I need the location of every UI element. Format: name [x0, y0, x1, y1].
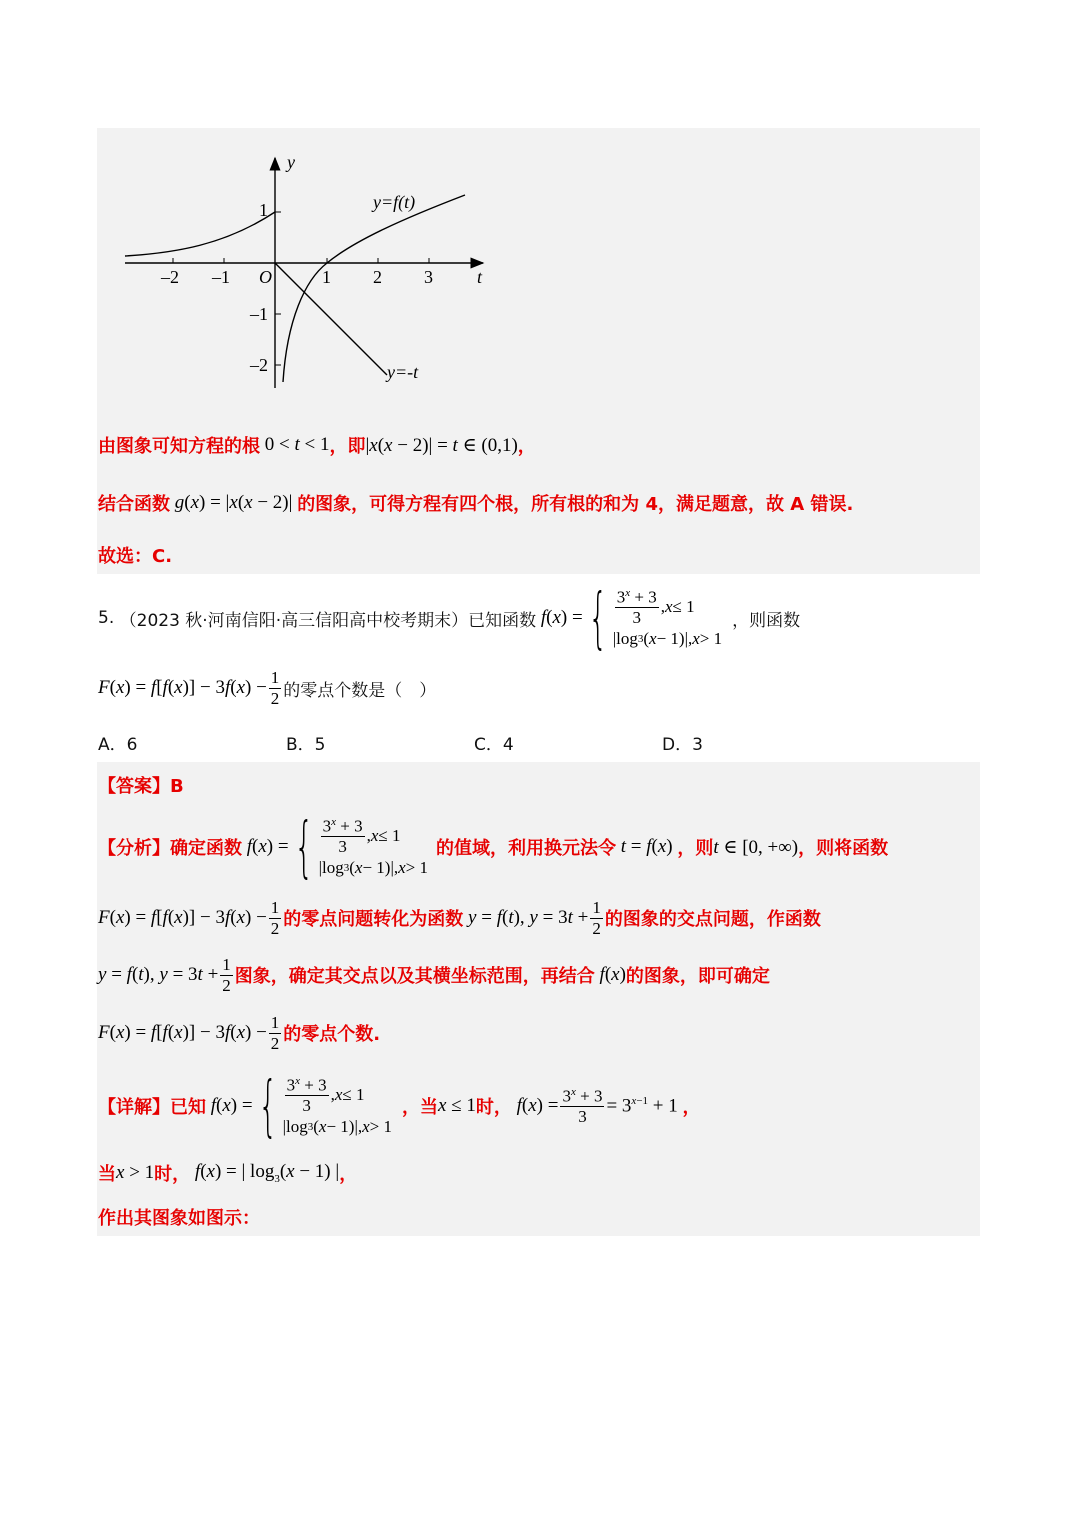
- option-d[interactable]: D．3: [662, 735, 703, 755]
- y-axis-label: y: [287, 152, 295, 172]
- y-tick-label: –2: [250, 355, 268, 375]
- analysis-line-1: 【分析】确定函数 f(x) = { $\frac{3^x + 3}{3}$ , x ≤ 1 |log 3 ( x − 1)|, x > 1 的值域，利用换元法令 t = f(x) ，则 t ∈ [0, +∞) ，则将函数: [98, 808, 889, 886]
- detail-line-1: 【详解】已知 f(x) = { $\frac{3^x + 3}{3}$ , x ≤ 1 |log 3 ( x − 1)|, x > 1 ，当 x ≤ 1 时， f(x) = $\frac{3^x + 3}{3}$ = $3^{x-1} + 1$ ，: [98, 1067, 701, 1145]
- x-tick-label: –1: [212, 267, 230, 287]
- line-neg-t: [275, 263, 387, 375]
- y-tick-label: 1: [259, 200, 268, 220]
- question-5-line-2: F(x) = f[f(x)] − 3f(x) − $\frac{1}{2}$ 的零点个数是（ ）: [98, 668, 437, 708]
- analysis-line-2: F(x) = f[f(x)] − 3f(x) − $\frac{1}{2}$ 的零点问题转化为函数 y = f(t), y = 3t + $\frac{1}{2}$ 的图象的交点问题，作函数: [98, 898, 821, 938]
- curve-right: [283, 195, 465, 382]
- x-tick-label: –2: [161, 267, 179, 287]
- solution-line-2: 结合函数 g(x) = |x(x − 2)| 的图象，可得方程有四个根，所有根的和为 4，满足题意，故 A 错误.: [98, 492, 854, 515]
- t-axis-label: t: [477, 267, 483, 287]
- answer-label: 【答案】B: [98, 776, 184, 797]
- x-tick-label: 2: [373, 267, 382, 287]
- x-tick-label: 1: [322, 267, 331, 287]
- y-tick-label: –1: [250, 304, 268, 324]
- x-tick-label: 3: [424, 267, 433, 287]
- solution-line-1: 由图象可知方程的根 0 < t < 1 ，即 |x(x − 2)| = t ∈ (0,1) ，: [98, 434, 536, 457]
- detail-line-3: 作出其图象如图示：: [98, 1208, 260, 1229]
- detail-line-2: 当 x > 1 时， f(x) = | $\log_3(x - 1)$ | ，: [98, 1161, 358, 1185]
- curve-left: [125, 212, 275, 256]
- option-a[interactable]: A．6: [98, 735, 138, 755]
- question-5-line-1: 5. （2023 秋·河南信阳·高三信阳高中校考期末）已知函数 f(x) = { $\frac{3^x + 3}{3}$ , x ≤ 1 |log 3 ( x − 1)|, x > 1 ，则函数: [98, 579, 801, 657]
- analysis-line-3: y = f(t), y = 3t + $\frac{1}{2}$ 图象，确定其交点以及其横坐标范围，再结合 f(x) 的图象，即可确定: [98, 955, 770, 995]
- option-b[interactable]: B．5: [286, 735, 326, 755]
- curve-label: y=f(t): [373, 192, 416, 212]
- solution-line-3: 故选：C.: [98, 546, 173, 567]
- function-graph: [115, 150, 505, 395]
- option-c[interactable]: C．4: [474, 735, 514, 755]
- line-label: y=-t: [387, 362, 419, 382]
- analysis-line-4: F(x) = f[f(x)] − 3f(x) − $\frac{1}{2}$ 的零点个数.: [98, 1013, 381, 1053]
- origin-label: O: [259, 267, 272, 287]
